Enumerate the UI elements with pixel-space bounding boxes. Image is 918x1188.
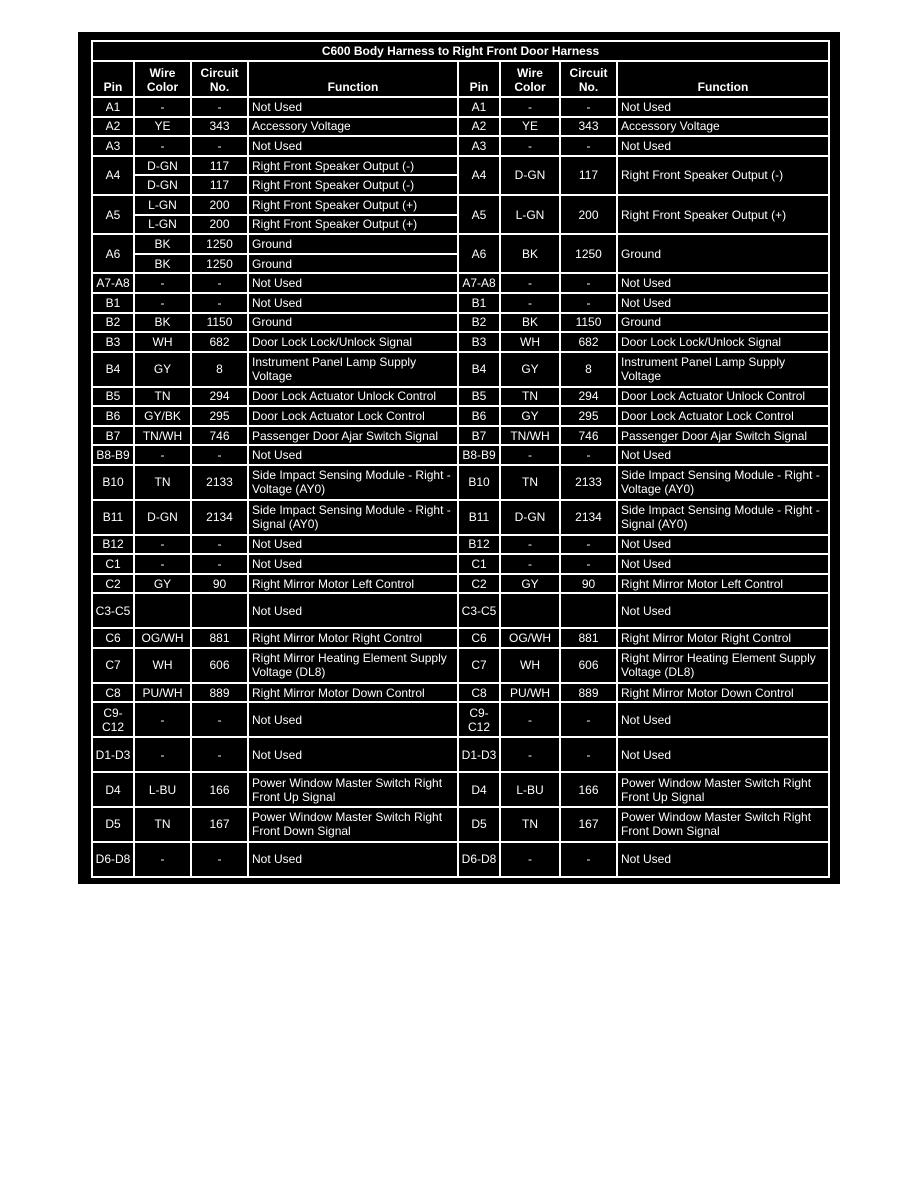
- circuit-no-cell: 889: [560, 683, 617, 703]
- table-body: [92, 97, 829, 877]
- table-row: [92, 97, 829, 117]
- pin-cell: C3-C5: [92, 593, 134, 628]
- pin-cell: A6: [458, 234, 500, 273]
- pin-cell: B7: [92, 426, 134, 446]
- wire-color-cell: -: [134, 737, 191, 772]
- wire-color-cell: BK: [500, 313, 560, 333]
- circuit-no-cell: 682: [560, 332, 617, 352]
- function-cell: Right Mirror Motor Left Control: [617, 574, 829, 594]
- table-row: [92, 574, 829, 594]
- wire-color-cell: PU/WH: [134, 683, 191, 703]
- function-cell: Door Lock Actuator Lock Control: [617, 406, 829, 426]
- wire-color-cell: -: [500, 842, 560, 877]
- circuit-no-cell: -: [191, 554, 248, 574]
- circuit-no-cell: 167: [191, 807, 248, 842]
- pin-cell: C6: [458, 628, 500, 648]
- header-pin: Pin: [458, 61, 500, 97]
- function-cell: Ground: [248, 254, 458, 274]
- circuit-no-cell: 1150: [191, 313, 248, 333]
- function-cell: Right Mirror Heating Element Supply Voltage (DL8): [248, 648, 458, 683]
- wire-color-cell: TN: [500, 465, 560, 500]
- function-cell: Right Mirror Motor Down Control: [248, 683, 458, 703]
- wire-color-cell: YE: [134, 117, 191, 137]
- circuit-no-cell: 117: [191, 156, 248, 176]
- circuit-no-cell: -: [191, 737, 248, 772]
- circuit-no-cell: 2134: [191, 500, 248, 535]
- wire-color-cell: TN/WH: [500, 426, 560, 446]
- pin-cell: A7-A8: [458, 273, 500, 293]
- table-row: [92, 426, 829, 446]
- table-row: [92, 465, 829, 500]
- function-cell: Door Lock Actuator Unlock Control: [248, 387, 458, 407]
- wire-color-cell: -: [134, 842, 191, 877]
- function-cell: Right Front Speaker Output (-): [617, 156, 829, 195]
- pin-cell: C8: [458, 683, 500, 703]
- pin-cell: A3: [458, 136, 500, 156]
- function-cell: Power Window Master Switch Right Front Up Signal: [248, 772, 458, 807]
- wire-color-cell: YE: [500, 117, 560, 137]
- pin-cell: C1: [458, 554, 500, 574]
- circuit-no-cell: -: [560, 554, 617, 574]
- wire-color-cell: TN: [500, 807, 560, 842]
- function-cell: Instrument Panel Lamp Supply Voltage: [617, 352, 829, 387]
- wire-color-cell: -: [500, 273, 560, 293]
- wire-color-cell: L-GN: [500, 195, 560, 234]
- pin-cell: B4: [458, 352, 500, 387]
- circuit-no-cell: 294: [191, 387, 248, 407]
- wire-color-cell: D-GN: [134, 500, 191, 535]
- circuit-no-cell: 746: [560, 426, 617, 446]
- table-row: [92, 500, 829, 535]
- function-cell: Right Front Speaker Output (+): [248, 215, 458, 235]
- function-cell: Not Used: [617, 842, 829, 877]
- circuit-no-cell: 1250: [560, 234, 617, 273]
- wire-color-cell: -: [134, 97, 191, 117]
- wire-color-cell: BK: [134, 234, 191, 254]
- function-cell: Ground: [248, 313, 458, 333]
- circuit-no-cell: -: [191, 702, 248, 737]
- wire-color-cell: GY: [134, 574, 191, 594]
- pin-cell: B1: [458, 293, 500, 313]
- circuit-no-cell: -: [560, 273, 617, 293]
- wire-color-cell: -: [134, 293, 191, 313]
- pin-cell: A3: [92, 136, 134, 156]
- pin-cell: C1: [92, 554, 134, 574]
- wire-color-cell: -: [500, 554, 560, 574]
- table-row: [92, 593, 829, 628]
- circuit-no-cell: 90: [560, 574, 617, 594]
- pin-cell: B5: [92, 387, 134, 407]
- pin-cell: C3-C5: [458, 593, 500, 628]
- pin-cell: C7: [458, 648, 500, 683]
- table-row: [92, 195, 829, 215]
- pin-cell: B8-B9: [92, 445, 134, 465]
- wire-color-cell: D-GN: [134, 156, 191, 176]
- wire-color-cell: -: [500, 293, 560, 313]
- function-cell: Right Front Speaker Output (-): [248, 156, 458, 176]
- function-cell: Passenger Door Ajar Switch Signal: [617, 426, 829, 446]
- function-cell: Door Lock Lock/Unlock Signal: [617, 332, 829, 352]
- table-row: [92, 387, 829, 407]
- pin-cell: C7: [92, 648, 134, 683]
- circuit-no-cell: 117: [191, 175, 248, 195]
- table-row: [92, 332, 829, 352]
- function-cell: Not Used: [248, 97, 458, 117]
- pin-cell: A4: [92, 156, 134, 195]
- table-row: [92, 273, 829, 293]
- circuit-no-cell: 200: [191, 215, 248, 235]
- function-cell: Side Impact Sensing Module - Right - Voltage (AY0): [617, 465, 829, 500]
- circuit-no-cell: 167: [560, 807, 617, 842]
- pin-cell: B10: [458, 465, 500, 500]
- wire-color-cell: L-BU: [500, 772, 560, 807]
- table-row: [92, 445, 829, 465]
- circuit-no-cell: 90: [191, 574, 248, 594]
- circuit-no-cell: -: [560, 136, 617, 156]
- circuit-no-cell: -: [191, 842, 248, 877]
- table-row: [92, 554, 829, 574]
- function-cell: Right Front Speaker Output (-): [248, 175, 458, 195]
- function-cell: Ground: [248, 234, 458, 254]
- circuit-no-cell: 606: [560, 648, 617, 683]
- function-cell: Not Used: [248, 293, 458, 313]
- pin-cell: D5: [458, 807, 500, 842]
- function-cell: Side Impact Sensing Module - Right - Voltage (AY0): [248, 465, 458, 500]
- circuit-no-cell: 881: [560, 628, 617, 648]
- circuit-no-cell: 1250: [191, 234, 248, 254]
- pin-cell: B2: [458, 313, 500, 333]
- circuit-no-cell: -: [191, 273, 248, 293]
- wire-color-cell: -: [500, 445, 560, 465]
- pin-cell: C8: [92, 683, 134, 703]
- function-cell: Not Used: [617, 293, 829, 313]
- table-row: [92, 156, 829, 176]
- wire-color-cell: -: [134, 702, 191, 737]
- function-cell: Not Used: [248, 702, 458, 737]
- wire-color-cell: [500, 593, 560, 628]
- circuit-no-cell: 746: [191, 426, 248, 446]
- wire-color-cell: BK: [134, 313, 191, 333]
- function-cell: Power Window Master Switch Right Front Down Signal: [617, 807, 829, 842]
- circuit-no-cell: -: [560, 535, 617, 555]
- table-row: [92, 406, 829, 426]
- wire-color-cell: GY: [500, 352, 560, 387]
- circuit-no-cell: -: [560, 445, 617, 465]
- wire-color-cell: L-BU: [134, 772, 191, 807]
- pin-cell: B5: [458, 387, 500, 407]
- circuit-no-cell: [191, 593, 248, 628]
- wire-color-cell: -: [500, 737, 560, 772]
- circuit-no-cell: -: [560, 702, 617, 737]
- circuit-no-cell: 889: [191, 683, 248, 703]
- pin-cell: C2: [458, 574, 500, 594]
- circuit-no-cell: -: [191, 136, 248, 156]
- wire-color-cell: OG/WH: [500, 628, 560, 648]
- pin-cell: D4: [458, 772, 500, 807]
- pin-cell: A2: [458, 117, 500, 137]
- circuit-no-cell: 1250: [191, 254, 248, 274]
- circuit-no-cell: 881: [191, 628, 248, 648]
- wire-color-cell: D-GN: [500, 156, 560, 195]
- header-circuit-no: Circuit No.: [191, 61, 248, 97]
- circuit-no-cell: 2133: [191, 465, 248, 500]
- function-cell: Right Mirror Motor Right Control: [617, 628, 829, 648]
- wire-color-cell: L-GN: [134, 215, 191, 235]
- header-wire-color: Wire Color: [134, 61, 191, 97]
- wire-color-cell: WH: [134, 648, 191, 683]
- function-cell: Not Used: [248, 737, 458, 772]
- wire-color-cell: GY: [500, 574, 560, 594]
- pin-cell: A1: [458, 97, 500, 117]
- circuit-no-cell: 8: [191, 352, 248, 387]
- table-row: [92, 136, 829, 156]
- circuit-no-cell: -: [560, 737, 617, 772]
- wire-color-cell: -: [134, 273, 191, 293]
- table-row: [92, 313, 829, 333]
- function-cell: Not Used: [617, 97, 829, 117]
- wire-color-cell: TN: [134, 387, 191, 407]
- wire-color-cell: TN: [134, 465, 191, 500]
- table-row: [92, 352, 829, 387]
- function-cell: Not Used: [248, 535, 458, 555]
- wire-color-cell: -: [500, 97, 560, 117]
- function-cell: Right Mirror Motor Left Control: [248, 574, 458, 594]
- function-cell: Passenger Door Ajar Switch Signal: [248, 426, 458, 446]
- function-cell: Ground: [617, 313, 829, 333]
- function-cell: Not Used: [248, 136, 458, 156]
- function-cell: Not Used: [617, 445, 829, 465]
- pin-cell: B2: [92, 313, 134, 333]
- header-function: Function: [248, 61, 458, 97]
- circuit-no-cell: 295: [191, 406, 248, 426]
- table-row: [92, 842, 829, 877]
- circuit-no-cell: 166: [191, 772, 248, 807]
- circuit-no-cell: 8: [560, 352, 617, 387]
- wire-color-cell: -: [134, 535, 191, 555]
- circuit-no-cell: 682: [191, 332, 248, 352]
- circuit-no-cell: -: [191, 445, 248, 465]
- table-row: [92, 535, 829, 555]
- circuit-no-cell: -: [191, 293, 248, 313]
- wire-color-cell: WH: [500, 332, 560, 352]
- circuit-no-cell: -: [560, 293, 617, 313]
- function-cell: Not Used: [617, 593, 829, 628]
- wire-color-cell: BK: [134, 254, 191, 274]
- circuit-no-cell: -: [560, 97, 617, 117]
- pin-cell: D5: [92, 807, 134, 842]
- pin-cell: D6-D8: [92, 842, 134, 877]
- wire-color-cell: -: [134, 445, 191, 465]
- circuit-no-cell: -: [560, 842, 617, 877]
- function-cell: Ground: [617, 234, 829, 273]
- function-cell: Right Mirror Motor Down Control: [617, 683, 829, 703]
- connector-pinout-table: [91, 40, 830, 878]
- function-cell: Not Used: [617, 737, 829, 772]
- table-row: [92, 737, 829, 772]
- table-row: [92, 648, 829, 683]
- function-cell: Right Mirror Motor Right Control: [248, 628, 458, 648]
- pin-cell: C9-C12: [92, 702, 134, 737]
- pin-cell: A6: [92, 234, 134, 273]
- function-cell: Not Used: [617, 554, 829, 574]
- circuit-no-cell: 200: [560, 195, 617, 234]
- header-pin: Pin: [92, 61, 134, 97]
- function-cell: Right Front Speaker Output (+): [248, 195, 458, 215]
- wire-color-cell: L-GN: [134, 195, 191, 215]
- pin-cell: D1-D3: [92, 737, 134, 772]
- table-title: C600 Body Harness to Right Front Door Harness: [92, 41, 829, 61]
- wire-color-cell: -: [500, 535, 560, 555]
- wire-color-cell: [134, 593, 191, 628]
- function-cell: Door Lock Actuator Unlock Control: [617, 387, 829, 407]
- pin-cell: A5: [458, 195, 500, 234]
- wire-color-cell: WH: [500, 648, 560, 683]
- table-row: [92, 702, 829, 737]
- function-cell: Accessory Voltage: [617, 117, 829, 137]
- function-cell: Accessory Voltage: [248, 117, 458, 137]
- pin-cell: B6: [458, 406, 500, 426]
- function-cell: Right Mirror Heating Element Supply Voltage (DL8): [617, 648, 829, 683]
- wire-color-cell: TN: [134, 807, 191, 842]
- circuit-no-cell: 117: [560, 156, 617, 195]
- pin-cell: A1: [92, 97, 134, 117]
- table-row: [92, 293, 829, 313]
- wire-color-cell: -: [134, 554, 191, 574]
- function-cell: Door Lock Lock/Unlock Signal: [248, 332, 458, 352]
- circuit-no-cell: 2133: [560, 465, 617, 500]
- pin-cell: B1: [92, 293, 134, 313]
- pin-cell: B4: [92, 352, 134, 387]
- circuit-no-cell: 343: [191, 117, 248, 137]
- function-cell: Not Used: [248, 445, 458, 465]
- function-cell: Instrument Panel Lamp Supply Voltage: [248, 352, 458, 387]
- circuit-no-cell: 1150: [560, 313, 617, 333]
- function-cell: Not Used: [617, 702, 829, 737]
- pin-cell: B8-B9: [458, 445, 500, 465]
- wire-color-cell: D-GN: [134, 175, 191, 195]
- function-cell: Side Impact Sensing Module - Right - Signal (AY0): [248, 500, 458, 535]
- pin-cell: B12: [458, 535, 500, 555]
- function-cell: Not Used: [617, 273, 829, 293]
- circuit-no-cell: 166: [560, 772, 617, 807]
- pin-cell: B6: [92, 406, 134, 426]
- circuit-no-cell: 606: [191, 648, 248, 683]
- table-row: [92, 628, 829, 648]
- circuit-no-cell: [560, 593, 617, 628]
- pin-cell: B12: [92, 535, 134, 555]
- pin-cell: B3: [458, 332, 500, 352]
- circuit-no-cell: 294: [560, 387, 617, 407]
- wire-color-cell: GY: [134, 352, 191, 387]
- table-row: [92, 807, 829, 842]
- circuit-no-cell: -: [191, 535, 248, 555]
- function-cell: Not Used: [617, 535, 829, 555]
- wire-color-cell: GY: [500, 406, 560, 426]
- pin-cell: B3: [92, 332, 134, 352]
- wire-color-cell: -: [134, 136, 191, 156]
- function-cell: Not Used: [248, 593, 458, 628]
- circuit-no-cell: 2134: [560, 500, 617, 535]
- wire-color-cell: -: [500, 136, 560, 156]
- wire-color-cell: PU/WH: [500, 683, 560, 703]
- wire-color-cell: WH: [134, 332, 191, 352]
- function-cell: Not Used: [248, 842, 458, 877]
- table-row: [92, 234, 829, 254]
- function-cell: Not Used: [248, 273, 458, 293]
- function-cell: Not Used: [248, 554, 458, 574]
- function-cell: Power Window Master Switch Right Front Down Signal: [248, 807, 458, 842]
- wire-color-cell: D-GN: [500, 500, 560, 535]
- pin-cell: A4: [458, 156, 500, 195]
- function-cell: Not Used: [617, 136, 829, 156]
- pin-cell: A5: [92, 195, 134, 234]
- pin-cell: B7: [458, 426, 500, 446]
- wire-color-cell: TN/WH: [134, 426, 191, 446]
- circuit-no-cell: 295: [560, 406, 617, 426]
- pinout-table-panel: [78, 32, 840, 884]
- wire-color-cell: BK: [500, 234, 560, 273]
- circuit-no-cell: 200: [191, 195, 248, 215]
- function-cell: Door Lock Actuator Lock Control: [248, 406, 458, 426]
- pin-cell: B11: [92, 500, 134, 535]
- pin-cell: A7-A8: [92, 273, 134, 293]
- table-row: [92, 117, 829, 137]
- table-row: [92, 772, 829, 807]
- wire-color-cell: TN: [500, 387, 560, 407]
- function-cell: Side Impact Sensing Module - Right - Signal (AY0): [617, 500, 829, 535]
- table-row: [92, 683, 829, 703]
- header-wire-color: Wire Color: [500, 61, 560, 97]
- header-circuit-no: Circuit No.: [560, 61, 617, 97]
- circuit-no-cell: -: [191, 97, 248, 117]
- pin-cell: B10: [92, 465, 134, 500]
- circuit-no-cell: 343: [560, 117, 617, 137]
- wire-color-cell: -: [500, 702, 560, 737]
- pin-cell: C2: [92, 574, 134, 594]
- pin-cell: B11: [458, 500, 500, 535]
- wire-color-cell: GY/BK: [134, 406, 191, 426]
- function-cell: Power Window Master Switch Right Front Up Signal: [617, 772, 829, 807]
- pin-cell: D1-D3: [458, 737, 500, 772]
- pin-cell: C6: [92, 628, 134, 648]
- wire-color-cell: OG/WH: [134, 628, 191, 648]
- pin-cell: A2: [92, 117, 134, 137]
- pin-cell: D6-D8: [458, 842, 500, 877]
- header-function: Function: [617, 61, 829, 97]
- pin-cell: C9-C12: [458, 702, 500, 737]
- function-cell: Right Front Speaker Output (+): [617, 195, 829, 234]
- pin-cell: D4: [92, 772, 134, 807]
